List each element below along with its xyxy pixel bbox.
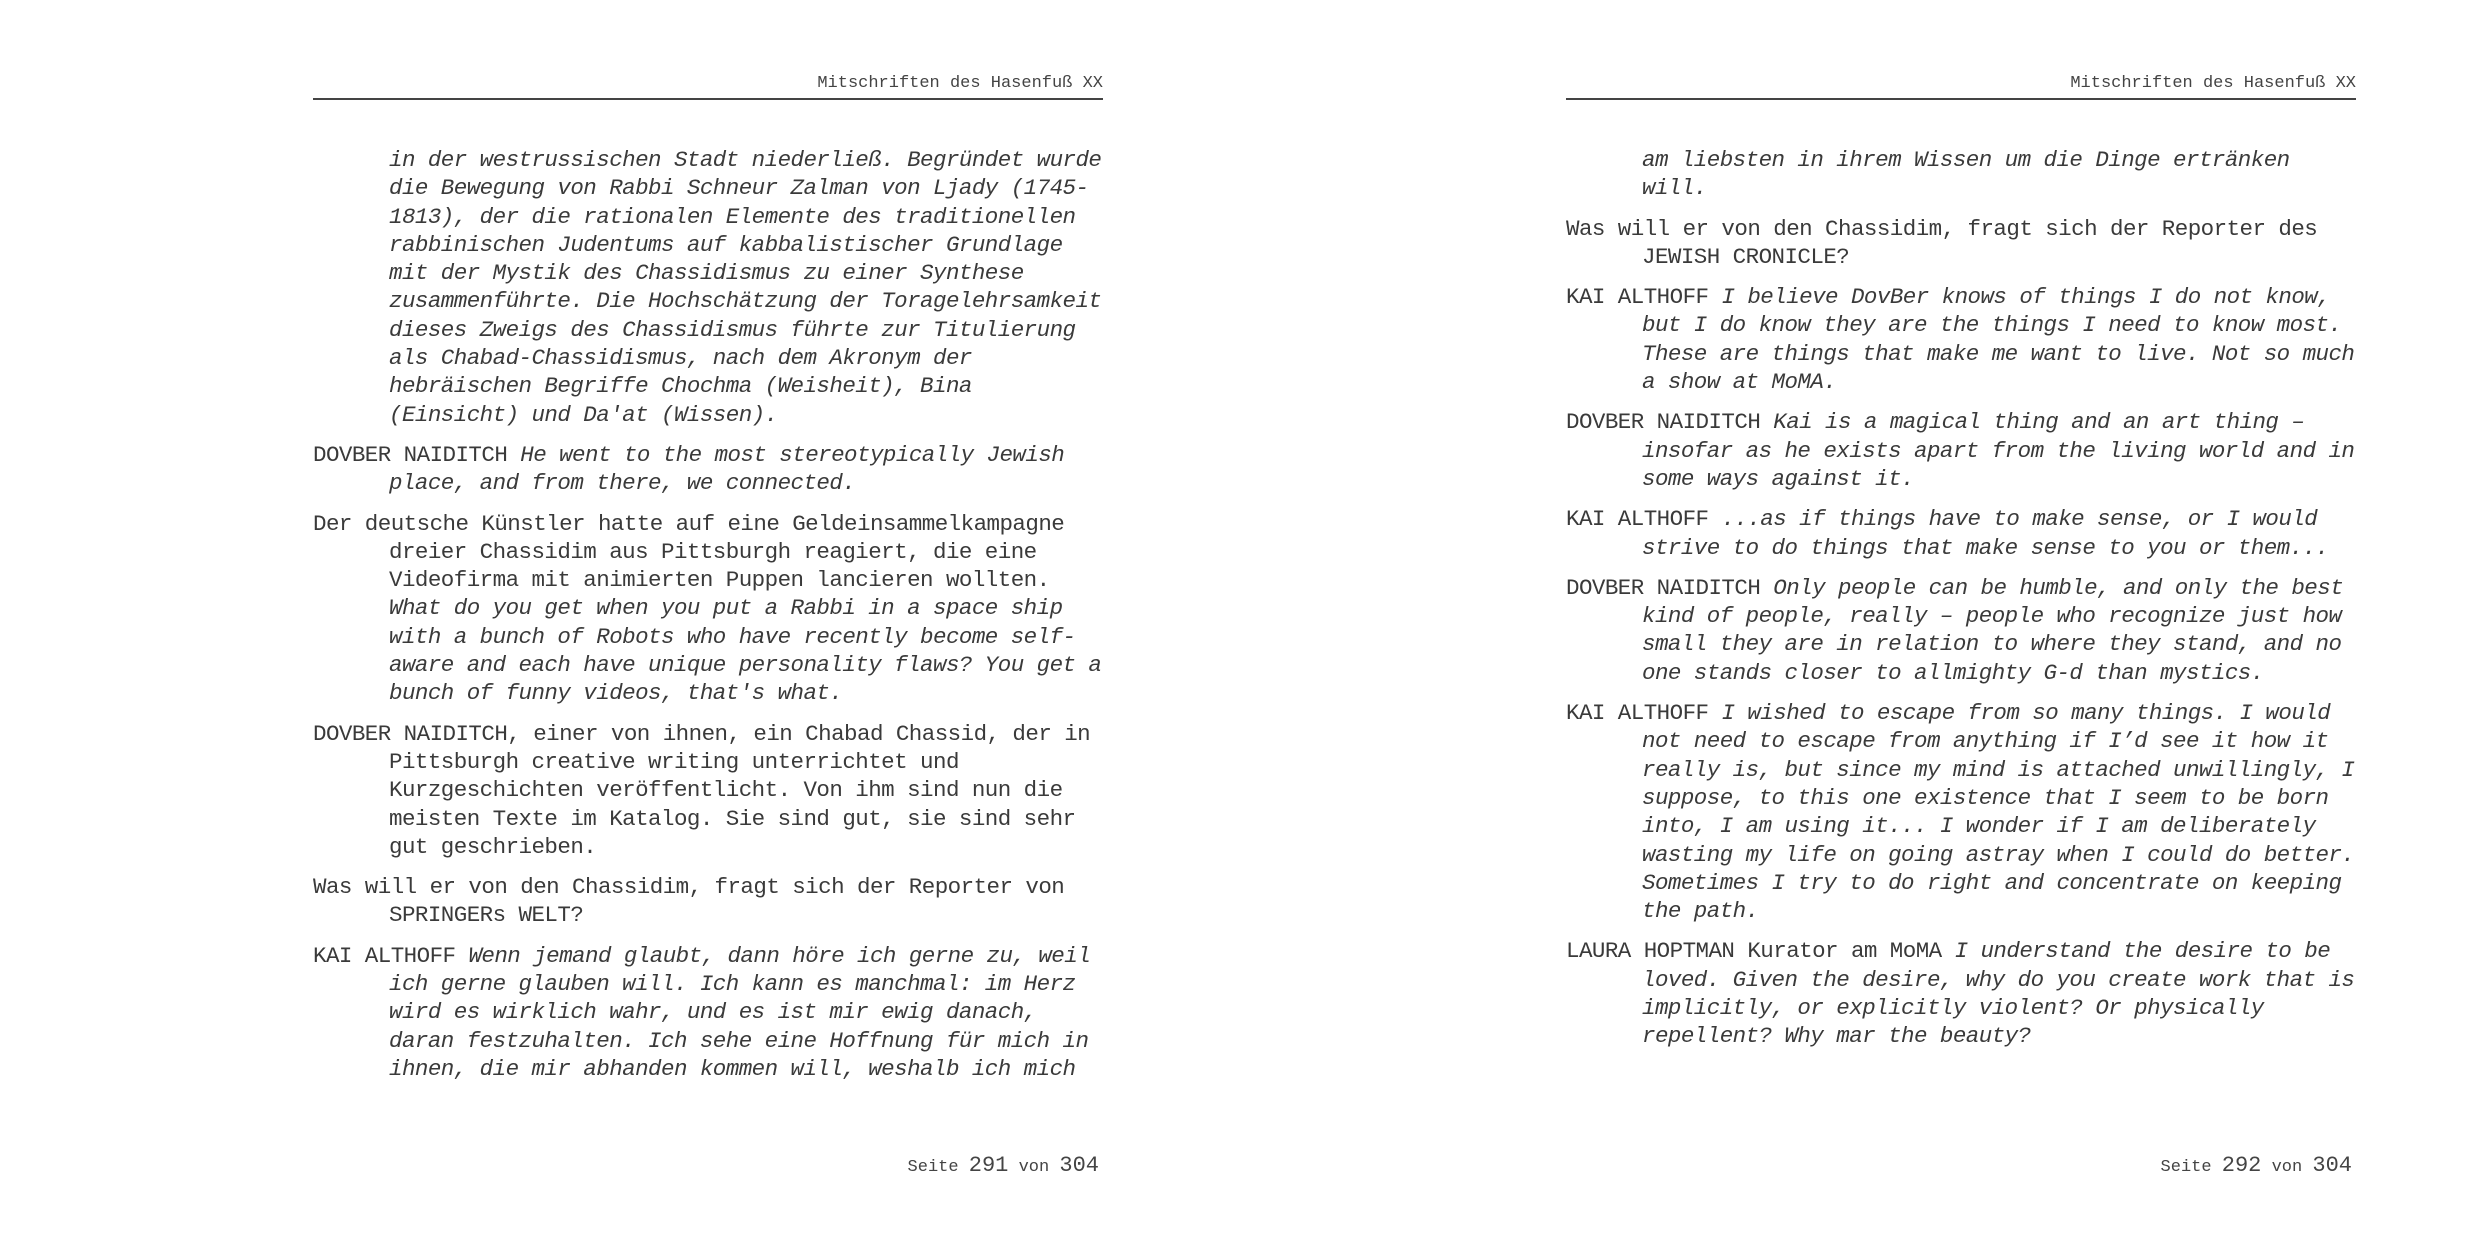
paragraph [313, 942, 1103, 1083]
paragraph [313, 510, 1103, 708]
italic-text: I wished to escape from so many things. I would not need to escape from anything if I’d see it how it really is, but since my mind is attached unwillingly, I suppose, to this one existence that I seem to be born into, I am using it... I wonder if I am deliberately wasting my life on going astray when I could do better. Sometimes I try to do right and concentrate on keeping the path. [1642, 700, 2355, 925]
running-header: Mitschriften des Hasenfuß XX [1566, 74, 2356, 100]
text-segment: DOVBER NAIDITCH [313, 441, 521, 468]
running-header: Mitschriften des Hasenfuß XX [313, 74, 1103, 100]
paragraph [313, 146, 1103, 429]
paragraph [1566, 505, 2356, 562]
italic-text: What do you get when you put a Rabbi in a space ship with a bunch of Robots who have recently become self-aware and each have unique personality flaws? You get a bunch of funny videos, that's what. [389, 595, 1102, 707]
text-segment: LAURA HOPTMAN Kurator am MoMA [1566, 938, 1955, 965]
page-footer [2161, 1153, 2352, 1178]
footer-label: Seite [2160, 1158, 2212, 1177]
paragraph [1566, 937, 2356, 1050]
text-segment: KAI ALTHOFF [1566, 506, 1722, 533]
page-footer [908, 1153, 1099, 1178]
text-segment: KAI ALTHOFF [313, 942, 469, 969]
italic-text: Wenn jemand glaubt, dann höre ich gerne zu, weil ich gerne glauben will. Ich kann es manchmal: im Herz wird es wirklich wahr, und es ist mir ewig danach, daran festzuhalten. Ich sehe eine Hoffnung für mich in ihnen, die mir abhanden kommen will, weshalb ich mich [389, 942, 1091, 1082]
italic-text: Kai is a magical thing and an art thing – insofar as he exists apart from the living world and in some ways against it. [1642, 409, 2355, 492]
page-body [313, 146, 1103, 1083]
paragraph [1566, 215, 2356, 272]
paragraph [1566, 574, 2356, 687]
page-number: 291 [968, 1153, 1009, 1178]
paragraph [313, 720, 1103, 861]
footer-of: von [2271, 1158, 2303, 1177]
text-segment: Was will er von den Chassidim, fragt sich der Reporter von SPRINGERs WELT? [313, 874, 1065, 929]
text-segment: DOVBER NAIDITCH [1566, 409, 1774, 436]
italic-text: in der westrussischen Stadt niederließ. Begründet wurde die Bewegung von Rabbi Schneur Zalman von Ljady (1745-1813), der die rationalen Elemente des traditionellen rabbinischen Judentums auf kabbalistischer Grundlage mit der Mystik des Chassidismus zu einer Synthese zusammenführte. Die Hochschätzung der Toragelehrsamkeit dieses Zweigs des Chassidismus führte zur Titulierung als Chabad-Chassidismus, nach dem Akronym der hebräischen Begriffe Chochma (Weisheit), Bina (Einsicht) und Da'at (Wissen). [389, 147, 1102, 428]
italic-text: I understand the desire to be loved. Given the desire, why do you create work that is implicitly, or explicitly violent? Or physically repellent? Why mar the beauty? [1642, 938, 2355, 1050]
text-segment: Der deutsche Künstler hatte auf eine Geldeinsammelkampagne dreier Chassidim aus Pittsburgh reagiert, die eine Videofirma mit animierten Puppen lancieren wollten. [313, 510, 1065, 594]
page-total: 304 [2312, 1153, 2352, 1178]
text-segment: KAI ALTHOFF [1566, 700, 1722, 727]
page-number: 292 [2221, 1153, 2262, 1178]
italic-text: am liebsten in ihrem Wissen um die Dinge ertränken will. [1642, 147, 2290, 202]
italic-text: I believe DovBer knows of things I do not know, but I do know they are the things I need to know most. These are things that make me want to live. Not so much a show at MoMA. [1642, 284, 2355, 396]
text-segment: KAI ALTHOFF [1566, 284, 1722, 311]
italic-text: Only people can be humble, and only the best kind of people, really – people who recognize just how small they are in relation to where they stand, and no one stands closer to allmighty G-d than mystics. [1642, 574, 2344, 686]
text-segment: DOVBER NAIDITCH, einer von ihnen, ein Chabad Chassid, der in Pittsburgh creative writing unterrichtet und Kurzgeschichten veröffentlicht. Von ihm sind nun die meisten Texte im Katalog. Sie sind gut, sie sind sehr gut geschrieben. [313, 720, 1091, 860]
paragraph [1566, 699, 2356, 925]
italic-text: ...as if things have to make sense, or I would strive to do things that make sense to you or them... [1642, 506, 2329, 561]
right-page [1566, 0, 2356, 1240]
page-body [1566, 146, 2356, 1051]
paragraph [313, 441, 1103, 498]
paragraph [1566, 408, 2356, 493]
text-segment: Was will er von den Chassidim, fragt sich der Reporter des JEWISH CRONICLE? [1566, 215, 2318, 270]
paragraph [1566, 283, 2356, 396]
paragraph [1566, 146, 2356, 203]
page-total: 304 [1059, 1153, 1099, 1178]
left-page [313, 0, 1103, 1240]
footer-label: Seite [907, 1158, 959, 1177]
italic-text: He went to the most stereotypically Jewish place, and from there, we connected. [389, 441, 1065, 497]
footer-of: von [1018, 1158, 1050, 1177]
paragraph [313, 873, 1103, 930]
text-segment: DOVBER NAIDITCH [1566, 574, 1774, 601]
